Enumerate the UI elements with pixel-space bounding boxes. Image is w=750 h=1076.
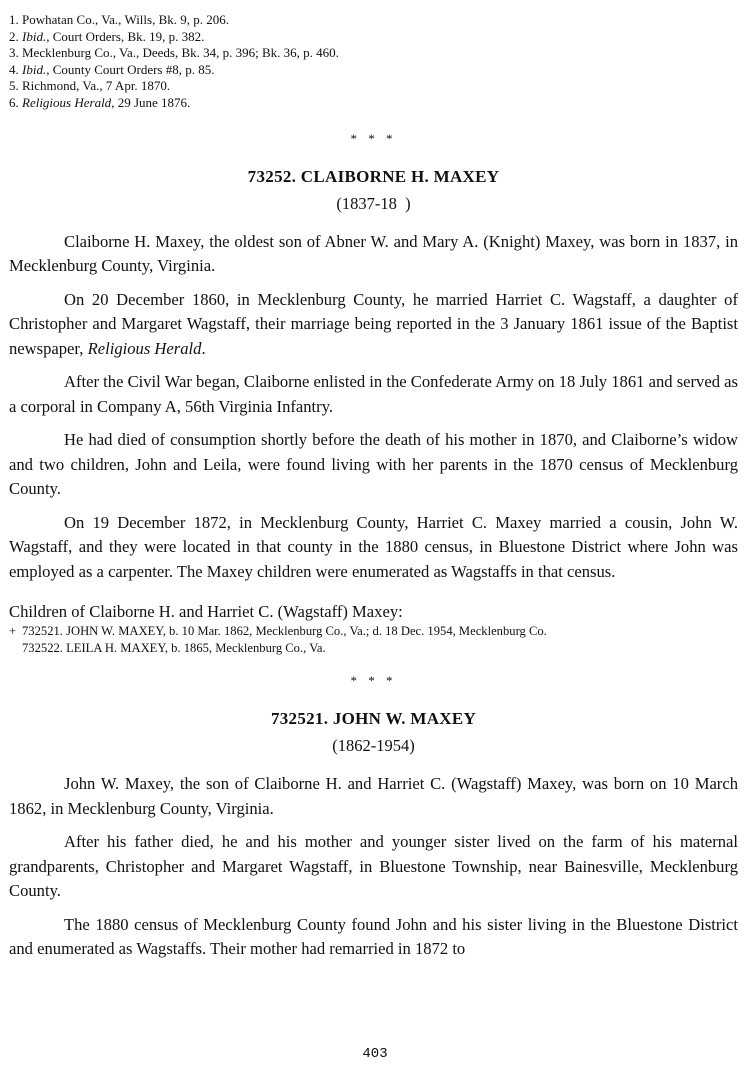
page-number: 403 [362, 1046, 388, 1062]
child-entry: + 732521. JOHN W. MAXEY, b. 10 Mar. 1862, Mecklenburg Co., Va.; d. 18 Dec. 1954, Mecklenburg Co. [9, 624, 547, 639]
footnote: 2. Ibid., Court Orders, Bk. 19, p. 382. [9, 28, 205, 44]
children-intro: Children of Claiborne H. and Harriet C. (Wagstaff) Maxey: [9, 602, 403, 622]
paragraph: John W. Maxey, the son of Claiborne H. and Harriet C. (Wagstaff) Maxey, was born on 10 March 1862, in Mecklenburg County, Virginia. [9, 774, 738, 818]
section-dates: (1837-18 ) [336, 193, 411, 213]
section-dates: (1862-1954) [332, 736, 415, 756]
paragraph: On 20 December 1860, in Mecklenburg County, he married Harriet C. Wagstaff, a daughter of Christopher and Margaret Wagstaff, their marriage being reported in the 3 January 1861 issue of the Baptist newspaper, Religious Herald. [9, 289, 738, 358]
footnote: 3. Mecklenburg Co., Va., Deeds, Bk. 34, p. 396; Bk. 36, p. 460. [9, 45, 339, 61]
children-list [9, 623, 738, 657]
section-heading: 73252. CLAIBORNE H. MAXEY [247, 166, 500, 186]
paragraph: On 19 December 1872, in Mecklenburg County, Harriet C. Maxey married a cousin, John W. Wagstaff, and they were located in that county in the 1880 census, in Bluestone District where John was employed as a carpenter. The Maxey children were enumerated as Wagstaffs in that census. [9, 512, 738, 581]
footnote: 5. Richmond, Va., 7 Apr. 1870. [9, 78, 171, 94]
page-body [9, 12, 738, 962]
section-heading: 732521. JOHN W. MAXEY [270, 709, 477, 729]
paragraph: He had died of consumption shortly before the death of his mother in 1870, and Claiborne’s widow and two children, John and Leila, were found living with her parents in the 1870 census of Mecklenburg County. [9, 430, 738, 499]
paragraph: After his father died, he and his mother and younger sister lived on the farm of his maternal grandparents, Christopher and Margaret Wagstaff, in Bluestone Township, near Bainesville, Mecklenburg County. [9, 832, 738, 901]
footnote: 4. Ibid., County Court Orders #8, p. 85. [9, 61, 215, 77]
paragraph: After the Civil War began, Claiborne enlisted in the Confederate Army on 18 July 1861 and served as a corporal in Company A, 56th Virginia Infantry. [9, 372, 738, 416]
footnotes-list [9, 12, 738, 112]
paragraph: Claiborne H. Maxey, the oldest son of Abner W. and Mary A. (Knight) Maxey, was born in 1837, in Mecklenburg County, Virginia. [9, 231, 738, 276]
section-separator: * * * [350, 130, 397, 146]
paragraph: The 1880 census of Mecklenburg County found John and his sister living in the Bluestone District and enumerated as Wagstaffs. Their mother had remarried in 1872 to [9, 914, 738, 959]
child-entry: 732522. LEILA H. MAXEY, b. 1865, Mecklenburg Co., Va. [22, 641, 326, 656]
footnote: 6. Religious Herald, 29 June 1876. [9, 94, 191, 110]
footnote: 1. Powhatan Co., Va., Wills, Bk. 9, p. 206. [9, 12, 230, 27]
section-separator: * * * [350, 673, 397, 689]
